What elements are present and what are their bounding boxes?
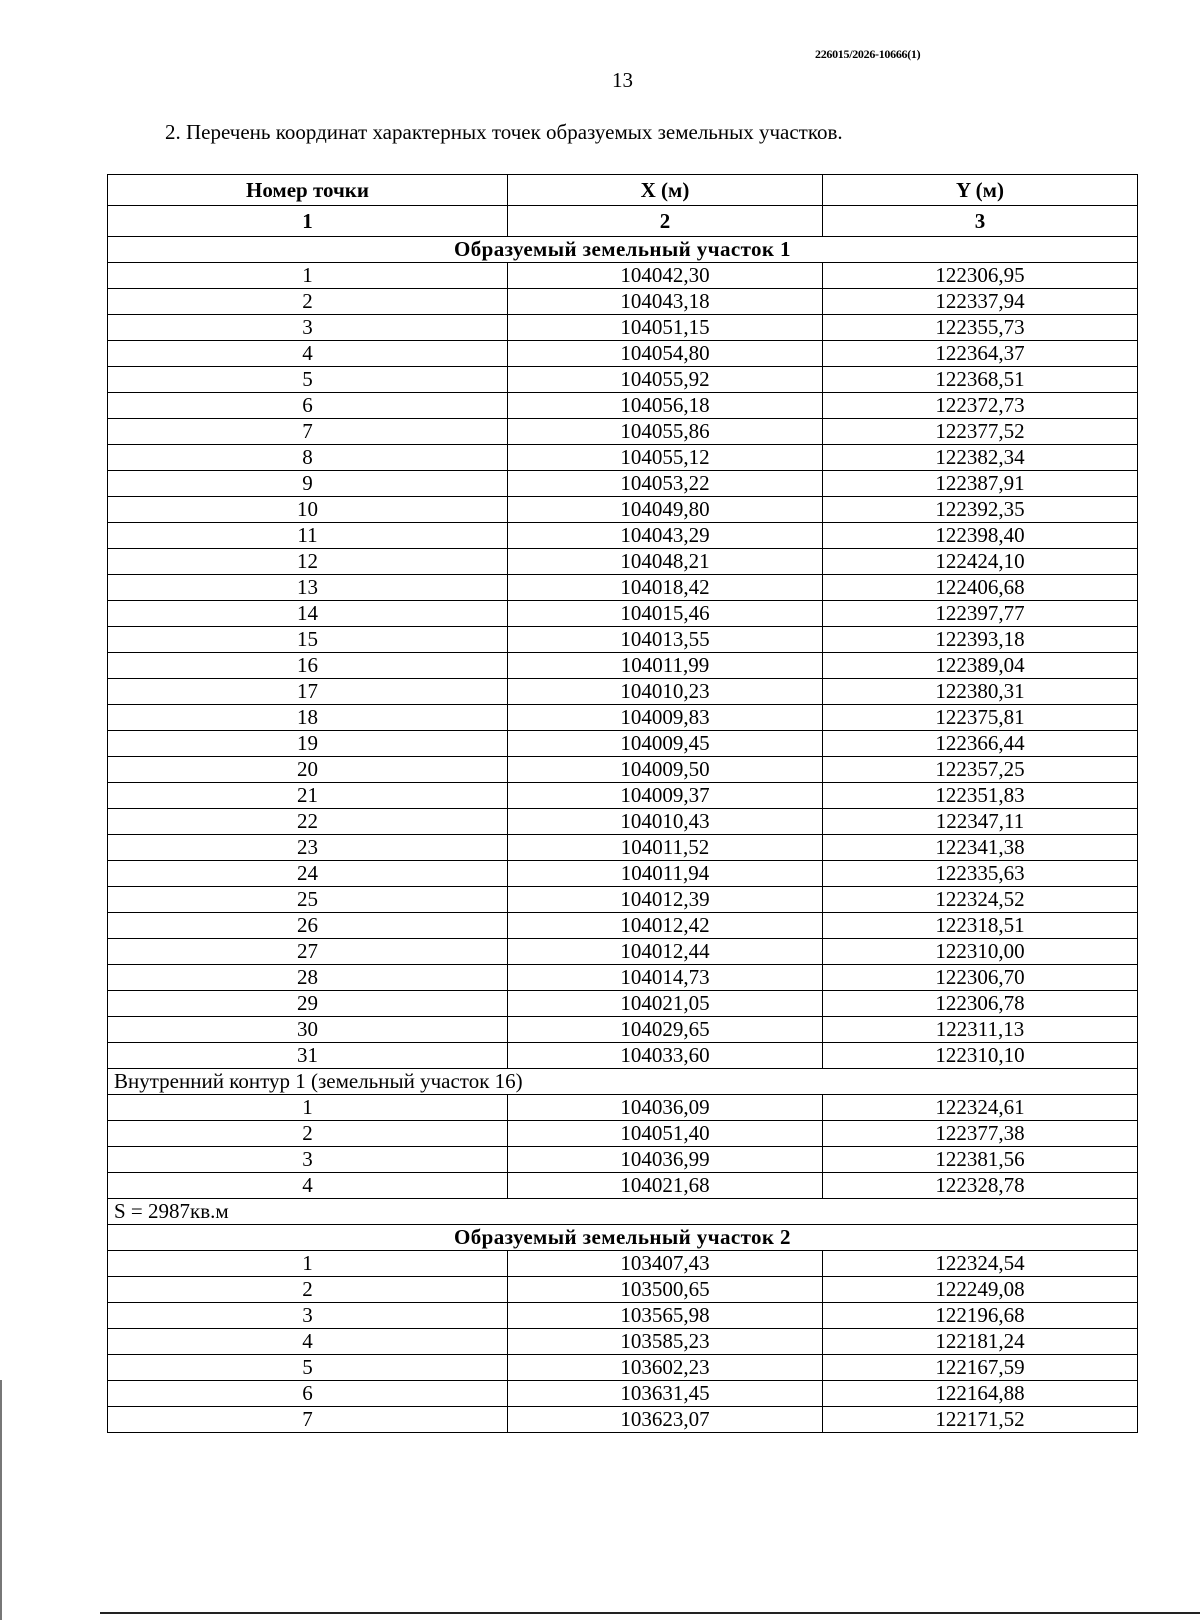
point-number-cell: 23: [108, 835, 508, 861]
x-coordinate-cell: 104048,21: [508, 549, 823, 575]
y-coordinate-cell: 122324,52: [823, 887, 1138, 913]
point-number-cell: 4: [108, 341, 508, 367]
y-coordinate-cell: 122398,40: [823, 523, 1138, 549]
point-number-cell: 22: [108, 809, 508, 835]
y-coordinate-cell: 122341,38: [823, 835, 1138, 861]
y-coordinate-cell: 122310,10: [823, 1043, 1138, 1069]
x-coordinate-cell: 104036,09: [508, 1095, 823, 1121]
y-coordinate-cell: 122372,73: [823, 393, 1138, 419]
y-coordinate-cell: 122424,10: [823, 549, 1138, 575]
y-coordinate-cell: 122406,68: [823, 575, 1138, 601]
y-coordinate-cell: 122249,08: [823, 1277, 1138, 1303]
point-number-cell: 10: [108, 497, 508, 523]
y-coordinate-cell: 122167,59: [823, 1355, 1138, 1381]
table-row: [108, 1303, 1138, 1329]
y-coordinate-cell: 122196,68: [823, 1303, 1138, 1329]
x-coordinate-cell: 104013,55: [508, 627, 823, 653]
point-number-cell: 7: [108, 1407, 508, 1433]
x-coordinate-cell: 104011,94: [508, 861, 823, 887]
x-coordinate-cell: 103565,98: [508, 1303, 823, 1329]
point-number-cell: 4: [108, 1329, 508, 1355]
point-number-cell: 7: [108, 419, 508, 445]
column-numbers-row: [108, 206, 1138, 237]
y-coordinate-cell: 122366,44: [823, 731, 1138, 757]
table-row: [108, 887, 1138, 913]
point-number-cell: 3: [108, 1303, 508, 1329]
x-coordinate-cell: 104055,86: [508, 419, 823, 445]
y-coordinate-cell: 122337,94: [823, 289, 1138, 315]
point-number-cell: 1: [108, 1095, 508, 1121]
x-coordinate-cell: 104029,65: [508, 1017, 823, 1043]
y-coordinate-cell: 122318,51: [823, 913, 1138, 939]
point-number-cell: 16: [108, 653, 508, 679]
point-number-cell: 31: [108, 1043, 508, 1069]
note-row: [108, 1199, 1138, 1225]
table-row: [108, 523, 1138, 549]
x-coordinate-cell: 104051,40: [508, 1121, 823, 1147]
point-number-cell: 25: [108, 887, 508, 913]
y-coordinate-cell: 122347,11: [823, 809, 1138, 835]
y-coordinate-cell: 122311,13: [823, 1017, 1138, 1043]
table-row: [108, 939, 1138, 965]
table-row: [108, 1147, 1138, 1173]
point-number-cell: 21: [108, 783, 508, 809]
x-coordinate-cell: 103407,43: [508, 1251, 823, 1277]
point-number-cell: 24: [108, 861, 508, 887]
x-coordinate-cell: 104015,46: [508, 601, 823, 627]
header-x: X (м): [508, 175, 823, 206]
point-number-cell: 5: [108, 367, 508, 393]
x-coordinate-cell: 103631,45: [508, 1381, 823, 1407]
y-coordinate-cell: 122382,34: [823, 445, 1138, 471]
column-number-3: 3: [823, 206, 1138, 237]
x-coordinate-cell: 104009,50: [508, 757, 823, 783]
table-row: [108, 1329, 1138, 1355]
y-coordinate-cell: 122164,88: [823, 1381, 1138, 1407]
table-row: [108, 965, 1138, 991]
point-number-cell: 26: [108, 913, 508, 939]
point-number-cell: 2: [108, 1277, 508, 1303]
point-number-cell: 3: [108, 315, 508, 341]
table-row: [108, 471, 1138, 497]
table-row: [108, 445, 1138, 471]
point-number-cell: 13: [108, 575, 508, 601]
point-number-cell: 6: [108, 1381, 508, 1407]
y-coordinate-cell: 122364,37: [823, 341, 1138, 367]
y-coordinate-cell: 122387,91: [823, 471, 1138, 497]
table-row: [108, 1355, 1138, 1381]
y-coordinate-cell: 122306,95: [823, 263, 1138, 289]
point-number-cell: 29: [108, 991, 508, 1017]
point-number-cell: 1: [108, 263, 508, 289]
x-coordinate-cell: 104033,60: [508, 1043, 823, 1069]
x-coordinate-cell: 104009,83: [508, 705, 823, 731]
point-number-cell: 18: [108, 705, 508, 731]
point-number-cell: 11: [108, 523, 508, 549]
y-coordinate-cell: 122324,54: [823, 1251, 1138, 1277]
x-coordinate-cell: 104014,73: [508, 965, 823, 991]
y-coordinate-cell: 122355,73: [823, 315, 1138, 341]
point-number-cell: 1: [108, 1251, 508, 1277]
x-coordinate-cell: 104012,39: [508, 887, 823, 913]
y-coordinate-cell: 122377,52: [823, 419, 1138, 445]
point-number-cell: 5: [108, 1355, 508, 1381]
table-header-row: [108, 175, 1138, 206]
table-row: [108, 1277, 1138, 1303]
x-coordinate-cell: 104043,29: [508, 523, 823, 549]
y-coordinate-cell: 122357,25: [823, 757, 1138, 783]
table-row: [108, 367, 1138, 393]
x-coordinate-cell: 104049,80: [508, 497, 823, 523]
x-coordinate-cell: 104018,42: [508, 575, 823, 601]
y-coordinate-cell: 122393,18: [823, 627, 1138, 653]
table-row: [108, 1251, 1138, 1277]
x-coordinate-cell: 104056,18: [508, 393, 823, 419]
point-number-cell: 17: [108, 679, 508, 705]
table-row: [108, 263, 1138, 289]
y-coordinate-cell: 122351,83: [823, 783, 1138, 809]
x-coordinate-cell: 104012,42: [508, 913, 823, 939]
point-number-cell: 8: [108, 445, 508, 471]
section-title-cell: Образуемый земельный участок 1: [108, 237, 1138, 263]
column-number-1: 1: [108, 206, 508, 237]
point-number-cell: 3: [108, 1147, 508, 1173]
table-row: [108, 679, 1138, 705]
table-row: [108, 991, 1138, 1017]
section-title: 2. Перечень координат характерных точек образуемых земельных участков.: [165, 120, 843, 144]
y-coordinate-cell: 122181,24: [823, 1329, 1138, 1355]
point-number-cell: 6: [108, 393, 508, 419]
table-row: [108, 497, 1138, 523]
x-coordinate-cell: 104053,22: [508, 471, 823, 497]
table-row: [108, 757, 1138, 783]
table-row: [108, 835, 1138, 861]
table-row: [108, 1095, 1138, 1121]
table-row: [108, 1381, 1138, 1407]
point-number-cell: 28: [108, 965, 508, 991]
table-row: [108, 627, 1138, 653]
y-coordinate-cell: 122389,04: [823, 653, 1138, 679]
scan-edge: [0, 1380, 2, 1620]
point-number-cell: 9: [108, 471, 508, 497]
table-row: [108, 705, 1138, 731]
table-body: [108, 237, 1138, 1433]
section-title-cell: Образуемый земельный участок 2: [108, 1225, 1138, 1251]
x-coordinate-cell: 104042,30: [508, 263, 823, 289]
x-coordinate-cell: 104011,99: [508, 653, 823, 679]
scan-bottom-line: [100, 1612, 1200, 1614]
document-number: 226015/2026-10666(1): [815, 47, 921, 61]
table-row: [108, 289, 1138, 315]
y-coordinate-cell: 122328,78: [823, 1173, 1138, 1199]
table-row: [108, 861, 1138, 887]
x-coordinate-cell: 103500,65: [508, 1277, 823, 1303]
y-coordinate-cell: 122380,31: [823, 679, 1138, 705]
y-coordinate-cell: 122392,35: [823, 497, 1138, 523]
table-row: [108, 393, 1138, 419]
y-coordinate-cell: 122397,77: [823, 601, 1138, 627]
table-row: [108, 809, 1138, 835]
note-cell: S = 2987кв.м: [108, 1199, 1138, 1225]
table-row: [108, 1121, 1138, 1147]
note-row: [108, 1069, 1138, 1095]
table-row: [108, 575, 1138, 601]
x-coordinate-cell: 104021,05: [508, 991, 823, 1017]
table-row: [108, 731, 1138, 757]
point-number-cell: 19: [108, 731, 508, 757]
header-y: Y (м): [823, 175, 1138, 206]
x-coordinate-cell: 103602,23: [508, 1355, 823, 1381]
table-row: [108, 913, 1138, 939]
x-coordinate-cell: 104010,43: [508, 809, 823, 835]
table-row: [108, 315, 1138, 341]
x-coordinate-cell: 103585,23: [508, 1329, 823, 1355]
y-coordinate-cell: 122324,61: [823, 1095, 1138, 1121]
x-coordinate-cell: 104051,15: [508, 315, 823, 341]
x-coordinate-cell: 104054,80: [508, 341, 823, 367]
point-number-cell: 27: [108, 939, 508, 965]
y-coordinate-cell: 122377,38: [823, 1121, 1138, 1147]
table-row: [108, 601, 1138, 627]
point-number-cell: 2: [108, 289, 508, 315]
y-coordinate-cell: 122306,70: [823, 965, 1138, 991]
x-coordinate-cell: 104011,52: [508, 835, 823, 861]
y-coordinate-cell: 122368,51: [823, 367, 1138, 393]
x-coordinate-cell: 104010,23: [508, 679, 823, 705]
y-coordinate-cell: 122335,63: [823, 861, 1138, 887]
table-row: [108, 783, 1138, 809]
y-coordinate-cell: 122306,78: [823, 991, 1138, 1017]
x-coordinate-cell: 104009,37: [508, 783, 823, 809]
point-number-cell: 12: [108, 549, 508, 575]
y-coordinate-cell: 122375,81: [823, 705, 1138, 731]
x-coordinate-cell: 104055,92: [508, 367, 823, 393]
table-row: [108, 341, 1138, 367]
table-row: [108, 419, 1138, 445]
y-coordinate-cell: 122310,00: [823, 939, 1138, 965]
x-coordinate-cell: 104012,44: [508, 939, 823, 965]
section-row: [108, 237, 1138, 263]
table-row: [108, 1173, 1138, 1199]
table-row: [108, 1043, 1138, 1069]
coordinates-table: [107, 174, 1138, 1433]
point-number-cell: 20: [108, 757, 508, 783]
x-coordinate-cell: 104055,12: [508, 445, 823, 471]
table-row: [108, 1407, 1138, 1433]
page-number: 13: [612, 68, 633, 92]
x-coordinate-cell: 104036,99: [508, 1147, 823, 1173]
point-number-cell: 14: [108, 601, 508, 627]
point-number-cell: 15: [108, 627, 508, 653]
section-row: [108, 1225, 1138, 1251]
point-number-cell: 30: [108, 1017, 508, 1043]
x-coordinate-cell: 104009,45: [508, 731, 823, 757]
column-number-2: 2: [508, 206, 823, 237]
note-cell: Внутренний контур 1 (земельный участок 16): [108, 1069, 1138, 1095]
point-number-cell: 4: [108, 1173, 508, 1199]
y-coordinate-cell: 122381,56: [823, 1147, 1138, 1173]
table-row: [108, 549, 1138, 575]
point-number-cell: 2: [108, 1121, 508, 1147]
x-coordinate-cell: 104043,18: [508, 289, 823, 315]
x-coordinate-cell: 103623,07: [508, 1407, 823, 1433]
header-point-number: Номер точки: [108, 175, 508, 206]
y-coordinate-cell: 122171,52: [823, 1407, 1138, 1433]
table-row: [108, 1017, 1138, 1043]
table-row: [108, 653, 1138, 679]
x-coordinate-cell: 104021,68: [508, 1173, 823, 1199]
